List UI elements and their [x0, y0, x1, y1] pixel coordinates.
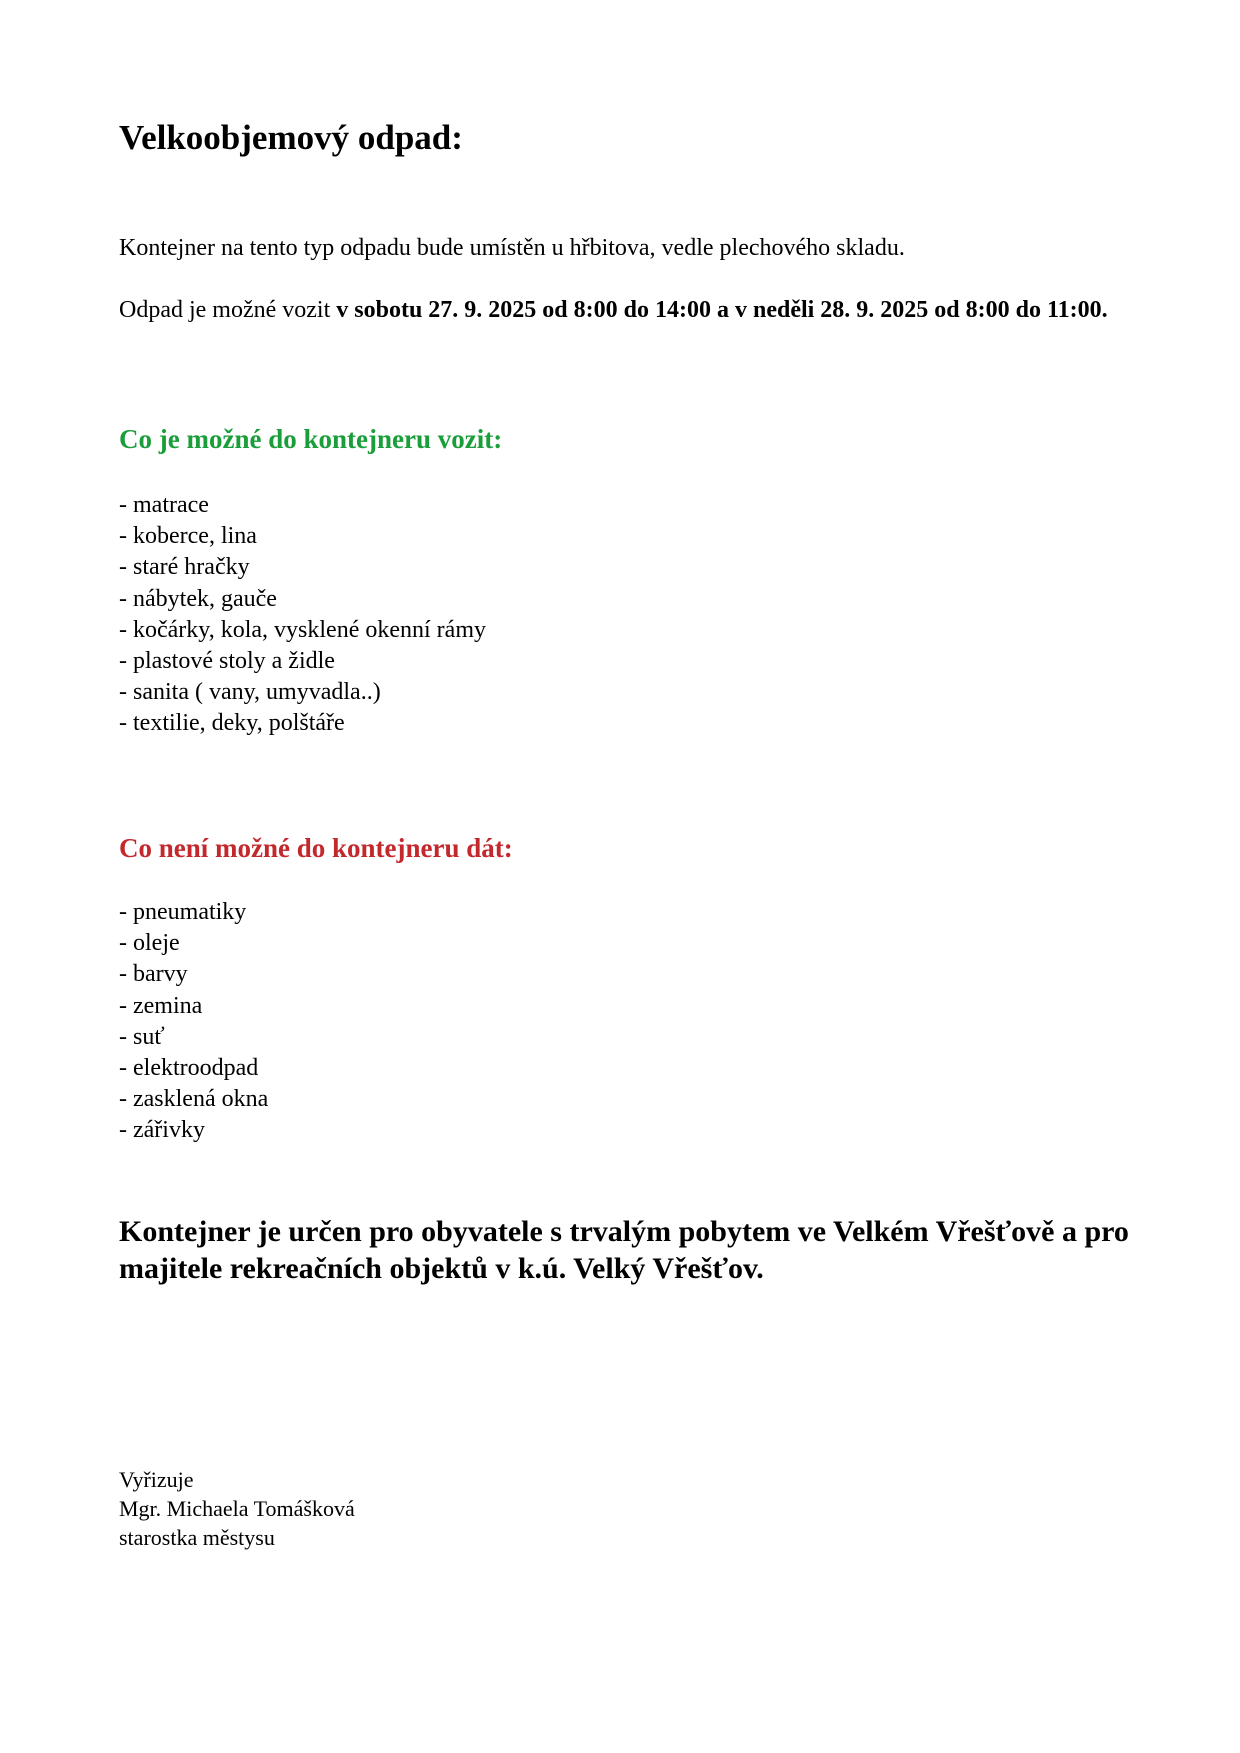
location-paragraph: Kontejner na tento typ odpadu bude umístěn u hřbitova, vedle plechového skladu.	[119, 235, 905, 261]
allowed-list	[119, 490, 486, 740]
list-item: - oleje	[119, 930, 180, 957]
forbidden-heading: Co není možné do kontejneru dát:	[119, 833, 513, 863]
list-item: - koberce, lina	[119, 523, 257, 550]
list-item: - nábytek, gauče	[119, 585, 277, 612]
list-item: - suť	[119, 1023, 165, 1050]
list-item: - zářivky	[119, 1117, 205, 1144]
list-item: - barvy	[119, 961, 188, 988]
signature-block	[119, 1465, 355, 1552]
list-item: - elektroodpad	[119, 1055, 259, 1082]
list-item: - pneumatiky	[119, 899, 247, 925]
signature-name: Mgr. Michaela Tomášková	[119, 1496, 355, 1521]
allowed-heading: Co je možné do kontejneru vozit:	[119, 424, 503, 454]
schedule-paragraph	[119, 295, 1129, 326]
document-title: Velkoobjemový odpad:	[119, 118, 463, 157]
list-item: - textilie, deky, polštáře	[119, 710, 345, 737]
list-item: - zasklená okna	[119, 1086, 269, 1113]
list-item: - zemina	[119, 992, 203, 1019]
signature-label: Vyřizuje	[119, 1467, 194, 1492]
list-item: - plastové stoly a židle	[119, 648, 335, 675]
list-item: - kočárky, kola, vysklené okenní rámy	[119, 616, 486, 643]
list-item: - sanita ( vany, umyvadla..)	[119, 679, 381, 706]
list-item: - matrace	[119, 492, 209, 518]
schedule-dates: v sobotu 27. 9. 2025 od 8:00 do 14:00 a v neděli 28. 9. 2025 od 8:00 do 11:00.	[336, 297, 1108, 323]
eligibility-notice: Kontejner je určen pro obyvatele s trvalým pobytem ve Velkém Vřešťově a pro majitele rekreačních objektů v k.ú. Velký Vřešťov.	[119, 1215, 1129, 1285]
list-item: - staré hračky	[119, 554, 250, 581]
signature-role: starostka městysu	[119, 1525, 275, 1550]
forbidden-list	[119, 897, 268, 1147]
schedule-prefix: Odpad je možné vozit	[119, 297, 337, 323]
